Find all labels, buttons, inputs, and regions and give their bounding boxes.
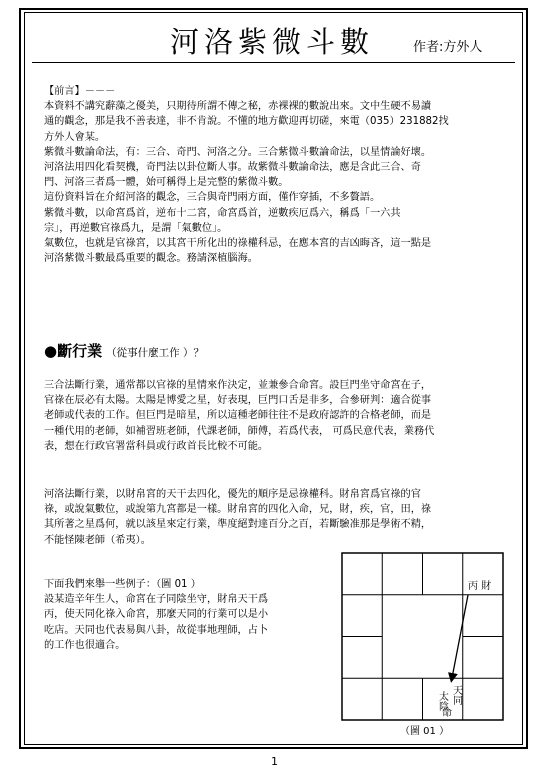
paragraph-line: 官祿在辰必有太陽。太陽是博愛之星，好表現，巨門口舌是非多，合參研判：適合從事 [44,395,432,407]
preface-line: 方外人會某。 [44,131,106,143]
wealth-palace-label: 丙 財 [468,581,492,592]
page-number: 1 [271,755,278,768]
chart-grid [342,553,503,720]
paragraph-line: 設某造辛年生人，命宮在子同陰坐守，財帛天干爲 [44,594,269,606]
paragraph-line: 吃店。天同也代表易與八卦，故從事地理師，占卜 [44,624,269,636]
preface-heading: 【前言】－－－ [44,86,116,97]
star-tiantong-label: 天同 [450,685,462,705]
paragraph-line: 丙，使天同化祿入命宮，那麼天同的行業可以是小 [44,609,269,621]
paragraph-line: 表，想在行政官署當科員或行政首長比較不可能。 [44,440,269,452]
preface-line: 氣數位，也就是官祿宮，以其宮干所化出的祿權科忌，在應本宮的吉凶晦吝，這一點是 [44,238,432,250]
paragraph-line: 不能怪陳老師（希夷）。 [44,534,151,546]
title-rule [32,62,515,63]
document-title: 河洛紫微斗數 [170,25,375,59]
section-title: 斷行業 [57,342,103,360]
preface-line: 紫微斗數，以命宮爲首，逆布十二宮，命宮爲首，逆數疾厄爲六，稱爲「一六共 [44,207,401,219]
preface-line: 門、河洛三者爲一體，始可稱得上是完整的紫微斗數。 [44,177,289,189]
paragraph-line: 其所著之星爲何，就以該星來定行業，準度絕對達百分之百，若斷驗准那是學術不精， [44,519,432,531]
author-line: 作者:方外人 [413,40,483,55]
paragraph-line: 一種代用的老師，如補習班老師，代課老師，師傅，若爲代表， 可爲民意代表，業務代 [44,425,435,437]
life-palace-label: 命 [442,708,452,719]
paragraph-line: 老師或代表的工作。但巨門是暗星，所以這種老師往往不是政府認許的合格老師，而是 [44,410,432,422]
section-subtitle: （從事什麼工作 ）？ [106,347,204,359]
diagram-caption: （圖 01 ） [400,726,450,737]
paragraph-sanhe [44,378,434,454]
paragraph-example [44,577,268,653]
paragraph-line: 祿，或說氣數位，或說第九宮都是一樣。財帛宮的四化入命，兄，財，疾，官，田，祿 [44,504,432,516]
paragraph-line: 下面我們來舉一些例子：（圖 01 ） [44,579,201,590]
preface-line: 通的觀念，那是我不善表達，非不肯說。不懂的地方歡迎再切磋，來電（035）231882找 [44,116,449,128]
preface-line: 本資料不講究辭藻之優美，只期待所謂不傳之秘，赤裸裸的數說出來。文中生硬不易讀 [44,101,432,113]
paragraph-heluo [44,487,431,548]
star-taiyin-label: 太陰 [436,691,448,711]
preface-line: 河洛紫微斗數最爲重要的觀念。務請深植腦海。 [44,253,258,265]
preface-line: 河洛法用四化看契機，奇門法以卦位斷人事。故紫微斗數論命法，應是含此三合、奇 [44,162,421,174]
preface-block [44,84,449,266]
preface-line: 紫微斗數論命法，有：三合、奇門、河洛之分。三合紫微斗數論命法，以星情論好壞。 [44,146,432,158]
chart-diagram [340,551,505,741]
bullet-icon: ● [44,342,58,360]
paragraph-line: 河洛法斷行業，以財帛宮的天干去四化，優先的順序是忌祿權科。財帛宮爲官祿的官 [44,489,421,500]
section-heading [44,340,204,361]
preface-line: 宗」，再逆數官祿爲九，是謂「氣數位」。 [44,222,228,234]
paragraph-line: 的工作也很適合。 [44,639,126,651]
preface-line: 這份資料旨在介紹河洛的觀念，三合與奇門兩方面，僅作穿插，不多贅語。 [44,192,381,204]
paragraph-line: 三合法斷行業，通常都以官祿的星情來作決定，並兼參合命宮。設巨門坐守命宮在子， [44,380,432,391]
